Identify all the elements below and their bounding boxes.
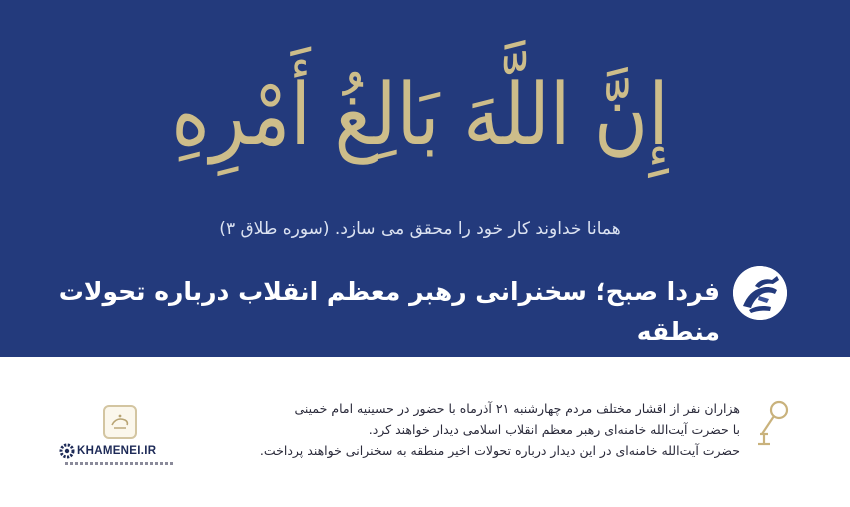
brand-logo: [55, 405, 185, 465]
seal-icon: [103, 405, 137, 439]
microphone-icon: [752, 400, 792, 446]
verse-calligraphy: إِنَّ اللَّهَ بَالِغُ أَمْرِهِ: [171, 65, 669, 165]
brand-tagline-decoration: [65, 462, 175, 465]
brand-row: [55, 441, 185, 461]
announcement-line: حضرت آیت‌الله خامنه‌ای در این دیدار درباره تحولات اخیر منطقه به سخنرانی خواهند پرداخت.: [259, 443, 740, 458]
brand-name: KHAMENEI.IR: [77, 445, 157, 457]
announcement-text: [240, 398, 740, 461]
verse-translation: همانا خداوند کار خود را محقق می سازد. (سوره طلاق ۳): [219, 219, 621, 239]
headline: فردا صبح؛ سخنرانی رهبر معظم انقلاب درباره تحولات منطقه: [58, 277, 720, 346]
announcement-line: هزاران نفر از اقشار مختلف مردم چهارشنبه ۲۱ آذرماه با حضور در حسینیه امام خمینی: [294, 401, 740, 416]
announcement-line: با حضرت آیت‌الله خامنه‌ای رهبر معظم انقلاب اسلامی دیدار خواهند کرد.: [368, 422, 740, 437]
headline-row: [0, 262, 850, 346]
gear-logo-icon: [57, 441, 77, 461]
speaker-portrait-icon: [733, 266, 787, 320]
info-section: [0, 357, 850, 507]
